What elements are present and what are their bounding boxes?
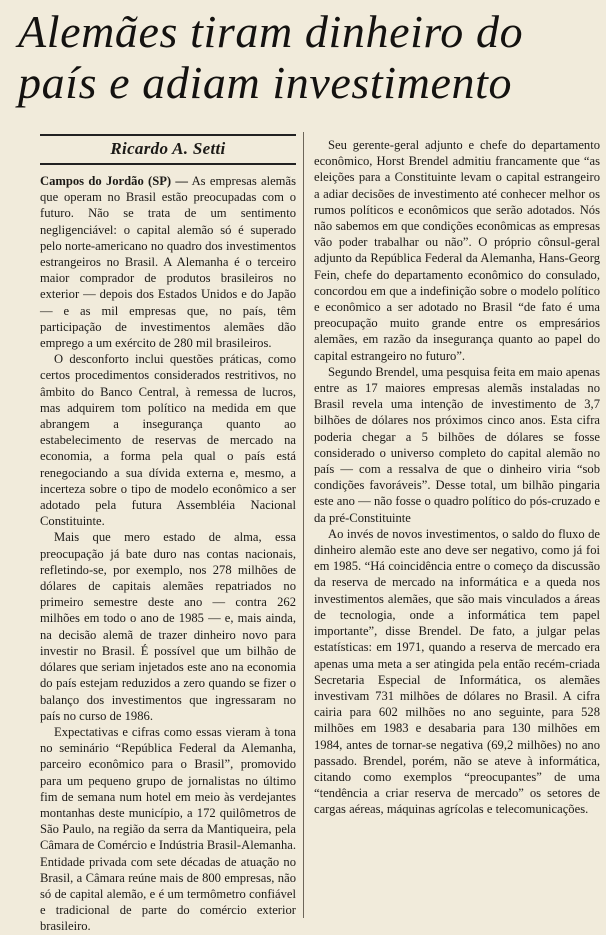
paragraph-5: Seu gerente-geral adjunto e chefe do departamento econômico, Horst Brendel admitiu francamente que “as eleições para a Constituinte levam o capital estrangeiro a adiar decisões de investimento até conhecer melhor os rumos políticos e econômicos que serão adotados. Nós não sabemos em que condições econômicas as empresas vão poder trabalhar ou não”. O próprio cônsul-geral adjunto da República Federal da Alemanha, Hans-Georg Fein, chefe do departamento econômico do consulado, concordou em que a indefinição sobre o modelo político e econômico a ser adotado no Brasil “de fato é uma preocupação muito grande entre os empresários alemães, em razão da insegurança quanto ao papel do capital estrangeiro no futuro”. [314, 138, 600, 363]
paragraph-3: Mais que mero estado de alma, essa preocupação já bate duro nas contas nacionais, refletindo-se, por exemplo, nos 278 milhões de dólares de capitais alemães repatriados no primeiro semestre deste ano — contra 262 milhões em todo o ano de 1985 — e, mais ainda, na decisão alemã de trazer dinheiro novo para investir no Brasil. É possível que um bilhão de dólares que seriam injetados este ano na economia do país estejam reduzidos a zero quando se fizer o balanço dos investimentos que ingressaram no país no curso de 1986. [40, 530, 296, 723]
paragraph-6: Segundo Brendel, uma pesquisa feita em maio apenas entre as 17 maiores empresas alemãs instaladas no Brasil revela uma intenção de investimento de 3,7 bilhões de dólares nos próximos cinco anos. Esta cifra poderia chegar a 5 bilhões de dólares se fosse considerado o universo completo do capital alemão no país — com a ressalva de que o dinheiro viria “sob condições favoráveis”. Desse total, um bilhão pingaria este ano — não fosse o quadro político do pós-cruzado e da pré-Constituinte [314, 364, 600, 525]
paragraph-1 [40, 173, 296, 351]
paragraph-7: Ao invés de novos investimentos, o saldo do fluxo de dinheiro alemão este ano deve ser negativo, como já foi em 1985. “Há coincidência entre o começo da discussão da reserva de mercado na informática e a queda nos investimentos alemães, que são mais vinculados a áreas de tecnologia, onde a informática tem papel importante”, disse Brendel. De fato, a julgar pelas estatísticas: em 1971, quando a reserva de mercado era apenas uma meta a ser atingida pela então recém-criada Secretaria Especial de Informática, os alemães investivam 731 milhões de dólares no Brasil. A cifra cairia para 602 milhões no ano seguinte, para 528 milhões em 1983 e desabaria para 130 milhões em 1984, antes de tornar-se negativa (69,2 milhões) no ano passado. Brendel, porém, não se ateve à informática, citando como exemplos “preocupantes” de uma “tendência a criar reserva de mercado” os setores de cargas aéreas, máquinas agrícolas e telecomunicações. [314, 526, 600, 817]
headline [18, 6, 598, 108]
headline-line-2: país e adiam investimento [18, 57, 513, 108]
dateline: Campos do Jordão (SP) — [40, 174, 188, 188]
column-divider [303, 132, 304, 918]
paragraph-1-text: As empresas alemãs que operam no Brasil estão preocupadas com o futuro. Não se trata de um sentimento negligenciável: o capital alemão só é superado pelo norte-americano no quadro dos investimentos estrangeiros no Brasil. A Alemanha é o terceiro maior comprador de produtos brasileiros no exterior — depois dos Estados Unidos e do Japão — e as mil empresas que, no país, têm participação de investimentos alemães dão emprego a um exército de 280 mil brasileiros. [40, 174, 296, 351]
paragraph-4: Expectativas e cifras como essas vieram à tona no seminário “República Federal da Alemanha, parceiro econômico para o Brasil”, promovido para um pequeno grupo de jornalistas no último fim de semana num hotel em meio às verdejantes montanhas deste município, a 172 quilômetros de São Paulo, na região da serra da Mantiqueira, pela Câmara de Comércio e Indústria Brasil-Alemanha. Entidade privada com sete décadas de atuação no Brasil, a Câmara reúne mais de 800 empresas, não só de capital alemão, e é um termômetro confiável e tradicional de parte do comércio exterior brasileiro. [40, 724, 296, 934]
paragraph-2: O desconforto inclui questões práticas, como certos procedimentos considerados restritivos, no âmbito do Banco Central, à remessa de lucros, mas adquirem tom político na medida em que abrangem a insegurança quanto ao estabelecimento de reservas de mercado na economia, a forma pela qual o país está renegociando a sua dívida externa e, mesmo, a incerteza sobre o tipo de modelo econômico a ser adotado pela futura Assembléia Nacional Constituinte. [40, 352, 296, 529]
left-column [40, 173, 296, 935]
byline-rule-bottom [40, 163, 296, 165]
byline-rule-top [40, 134, 296, 136]
headline-line-1: Alemães tiram dinheiro do [18, 6, 524, 57]
byline: Ricardo A. Setti [110, 139, 226, 158]
right-column [314, 137, 600, 818]
